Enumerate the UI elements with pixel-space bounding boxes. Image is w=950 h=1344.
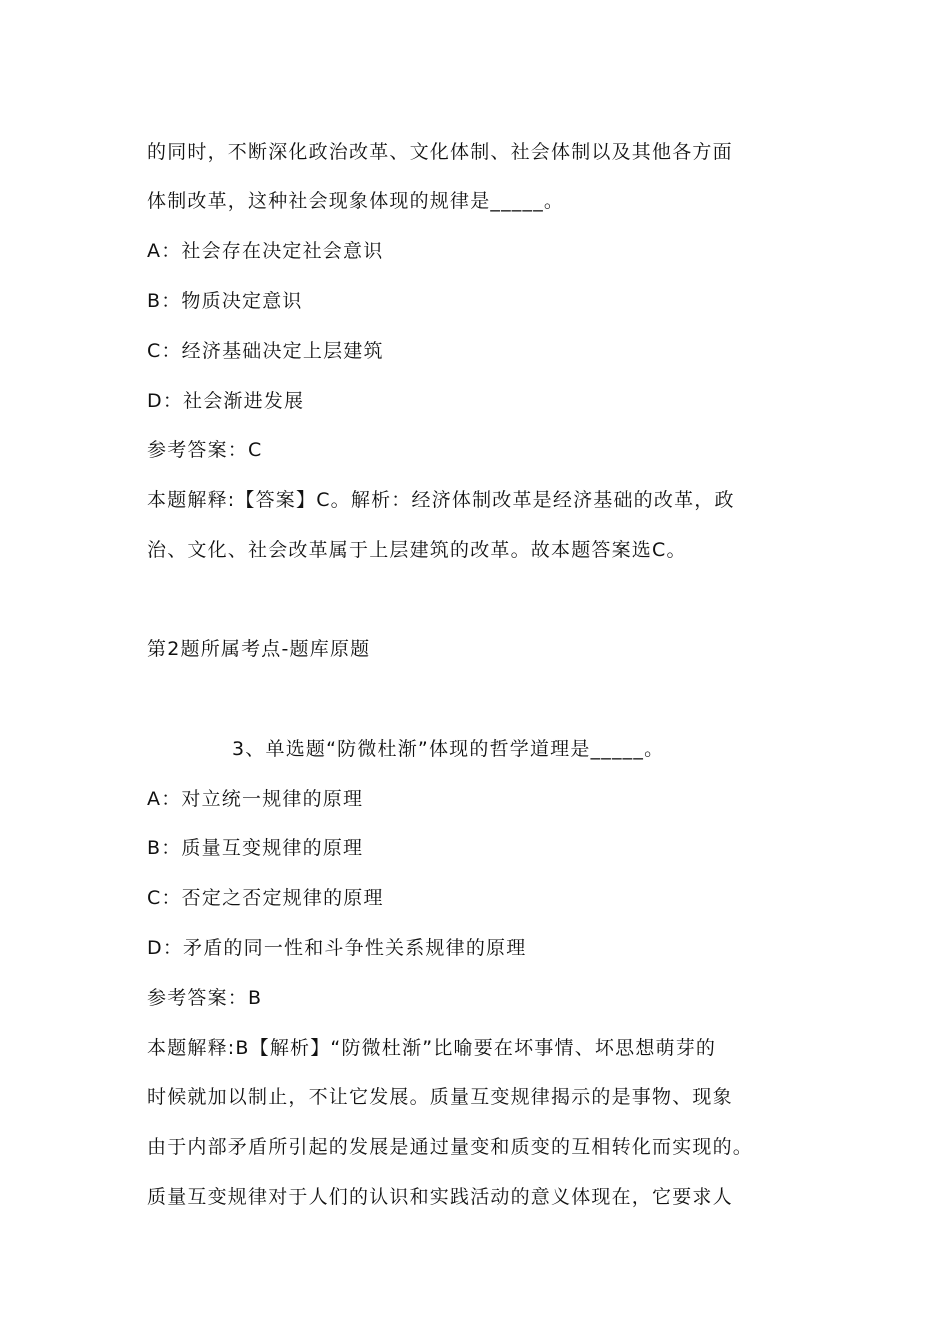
q2-option-b: B：物质决定意识 — [147, 290, 303, 312]
q3-option-d: D：矛盾的同一性和斗争性关系规律的原理 — [147, 937, 527, 959]
q3-option-b: B：质量互变规律的原理 — [147, 837, 364, 859]
q2-stem-line-1: 的同时，不断深化政治改革、文化体制、社会体制以及其他各方面 — [147, 141, 733, 163]
q3-option-c: C：否定之否定规律的原理 — [147, 887, 384, 909]
q2-option-d: D：社会渐进发展 — [147, 390, 305, 412]
q3-explanation-line-4: 质量互变规律对于人们的认识和实践活动的意义体现在，它要求人 — [147, 1186, 733, 1208]
q3-stem: 3、单选题“防微杜渐”体现的哲学道理是_____。 — [232, 738, 665, 760]
q2-answer: 参考答案：C — [147, 439, 263, 461]
q2-explanation-line-1: 本题解释:【答案】C。解析：经济体制改革是经济基础的改革，政 — [147, 489, 735, 511]
q2-option-c: C：经济基础决定上层建筑 — [147, 340, 384, 362]
q3-explanation-line-1: 本题解释:B【解析】“防微杜渐”比喻要在坏事情、坏思想萌芽的 — [147, 1037, 717, 1059]
q2-stem-line-2: 体制改革，这种社会现象体现的规律是_____。 — [147, 190, 565, 212]
q3-answer: 参考答案：B — [147, 987, 263, 1009]
q2-explanation-line-2: 治、文化、社会改革属于上层建筑的改革。故本题答案选C。 — [147, 539, 687, 561]
q2-topic: 第2题所属考点-题库原题 — [147, 638, 371, 660]
q2-option-a: A：社会存在决定社会意识 — [147, 240, 384, 262]
q3-explanation-line-2: 时候就加以制止，不让它发展。质量互变规律揭示的是事物、现象 — [147, 1086, 733, 1108]
q3-explanation-line-3: 由于内部矛盾所引起的发展是通过量变和质变的互相转化而实现的。 — [147, 1136, 754, 1158]
q3-option-a: A：对立统一规律的原理 — [147, 788, 364, 810]
